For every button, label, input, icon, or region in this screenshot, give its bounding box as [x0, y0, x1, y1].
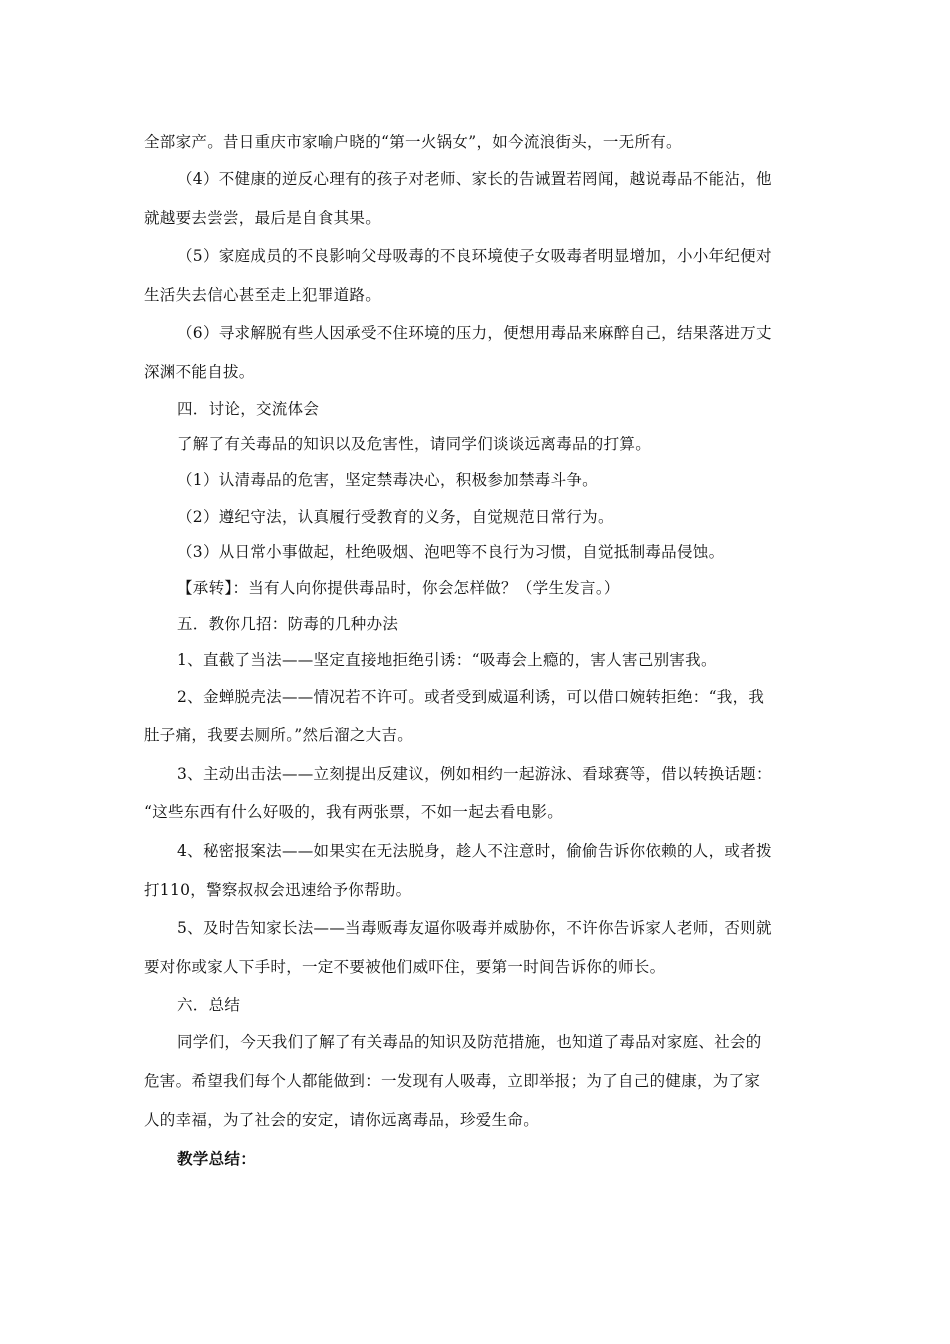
paragraph-line: （5）家庭成员的不良影响父母吸毒的不良环境使子女吸毒者明显增加，小小年纪便对: [177, 247, 772, 265]
section-heading: 四．讨论，交流体会: [177, 400, 320, 418]
paragraph-line: 深渊不能自拔。: [144, 363, 255, 381]
list-item: 2、金蝉脱壳法——情况若不许可。或者受到威逼利诱，可以借口婉转拒绝：“我，我: [177, 688, 765, 706]
summary-heading: 教学总结：: [177, 1149, 257, 1168]
paragraph-line: 要对你或家人下手时，一定不要被他们威吓住，要第一时间告诉你的师长。: [144, 958, 666, 976]
paragraph-line: （4）不健康的逆反心理有的孩子对老师、家长的告诫置若罔闻，越说毒品不能沾，他: [177, 170, 772, 188]
transition-line: 【承转】：当有人向你提供毒品时，你会怎样做？（学生发言。）: [177, 579, 620, 597]
list-item: 1、直截了当法——坚定直接地拒绝引诱：“吸毒会上瘾的，害人害己别害我。: [177, 651, 717, 669]
paragraph-line: 同学们，今天我们了解了有关毒品的知识及防范措施，也知道了毒品对家庭、社会的: [177, 1033, 762, 1051]
list-item: （3）从日常小事做起，杜绝吸烟、泡吧等不良行为习惯，自觉抵制毒品侵蚀。: [177, 543, 725, 561]
paragraph-line: 危害。希望我们每个人都能做到：一发现有人吸毒，立即举报；为了自己的健康，为了家: [144, 1072, 761, 1090]
section-heading: 六．总结: [177, 996, 241, 1014]
list-item: 5、及时告知家长法——当毒贩毒友逼你吸毒并威胁你，不许你告诉家人老师，否则就: [177, 919, 772, 937]
list-item: （1）认清毒品的危害，坚定禁毒决心，积极参加禁毒斗争。: [177, 471, 598, 489]
list-item: （2）遵纪守法，认真履行受教育的义务，自觉规范日常行为。: [177, 508, 614, 526]
paragraph-line: 就越要去尝尝，最后是自食其果。: [144, 209, 382, 227]
paragraph-line: 了解了有关毒品的知识以及危害性，请同学们谈谈远离毒品的打算。: [177, 435, 652, 453]
paragraph-line: 全部家产。昔日重庆市家喻户晓的“第一火锅女”，如今流浪街头，一无所有。: [144, 133, 682, 151]
paragraph-line: “这些东西有什么好吸的，我有两张票，不如一起去看电影。: [144, 803, 564, 821]
list-item: 4、秘密报案法——如果实在无法脱身，趁人不注意时，偷偷告诉你依赖的人，或者拨: [177, 842, 772, 860]
paragraph-line: 生活失去信心甚至走上犯罪道路。: [144, 286, 382, 304]
list-item: 3、主动出击法——立刻提出反建议，例如相约一起游泳、看球赛等，借以转换话题：: [177, 765, 772, 783]
section-heading: 五．教你几招：防毒的几种办法: [177, 615, 399, 633]
paragraph-line: 肚子痛，我要去厕所。”然后溜之大吉。: [144, 726, 414, 744]
paragraph-line: 打110，警察叔叔会迅速给予你帮助。: [144, 881, 412, 899]
paragraph-line: （6）寻求解脱有些人因承受不住环境的压力，便想用毒品来麻醉自己，结果落进万丈: [177, 324, 772, 342]
paragraph-line: 人的幸福，为了社会的安定，请你远离毒品，珍爱生命。: [144, 1111, 540, 1129]
